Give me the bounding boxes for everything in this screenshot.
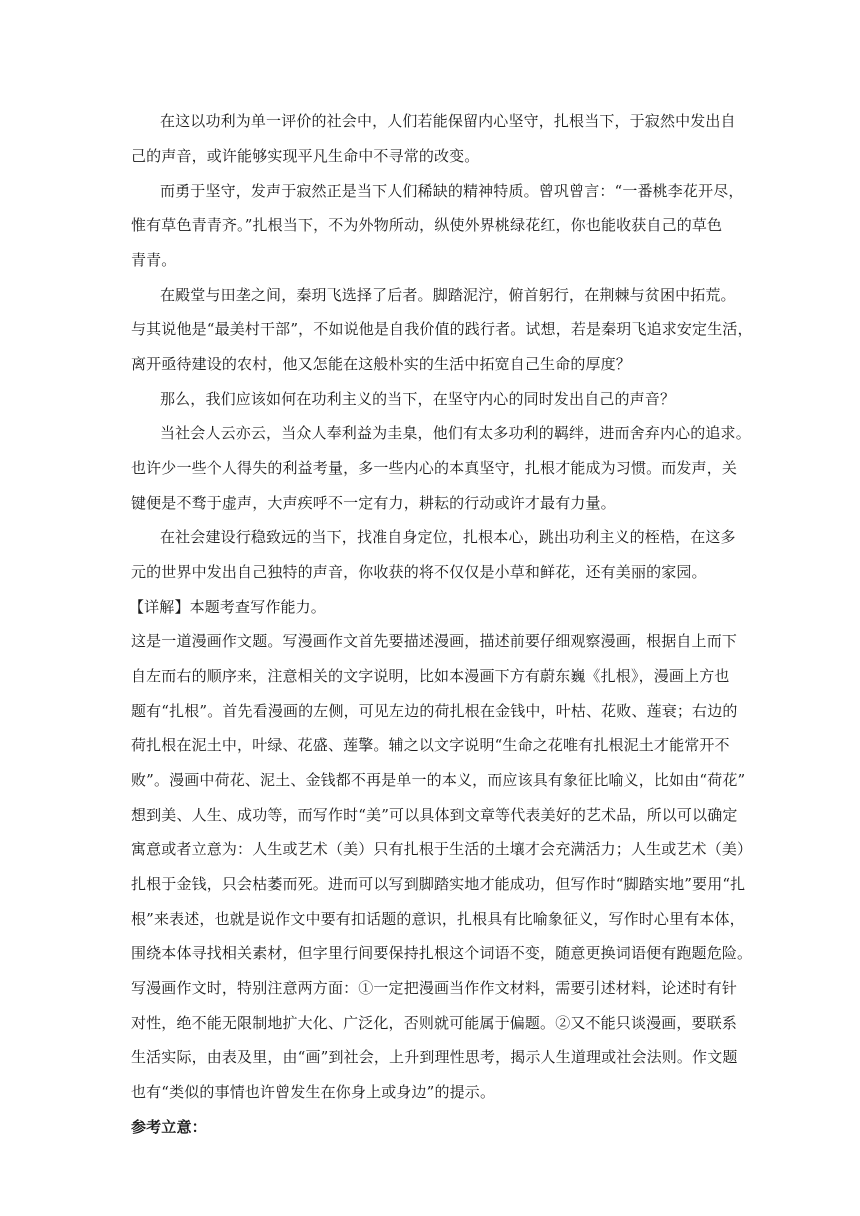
detail-line-5: 败”。漫画中荷花、泥土、金钱都不再是单一的本义，而应该具有象征比喻义，比如由“荷花” xyxy=(131,771,746,789)
essay-paragraph-3-line-1: 在殿堂与田垄之间，秦玥飞选择了后者。脚踏泥泞，俯首躬行，在荆棘与贫困中拓荒。 xyxy=(160,286,736,304)
essay-paragraph-1-line-2: 己的声音，或许能够实现平凡生命中不寻常的改变。 xyxy=(131,147,480,165)
detail-line-9: 根”来表述，也就是说作文中要有扣话题的意识，扎根具有比喻象征义，写作时心里有本体， xyxy=(131,910,745,928)
essay-paragraph-3-line-3: 离开亟待建设的农村，他又怎能在这般朴实的生活中拓宽自己生命的厚度？ xyxy=(131,355,631,373)
essay-paragraph-6-line-1: 在社会建设行稳致远的当下，找准自身定位，扎根本心，跳出功利主义的桎梏，在这多 xyxy=(160,528,736,546)
detail-line-6: 想到美、人生、成功等，而写作时“美”可以具体到文章等代表美好的艺术品，所以可以确定 xyxy=(131,806,738,824)
detail-line-4: 荷扎根在泥土中，叶绿、花盛、莲擎。辅之以文字说明“生命之花唯有扎根泥土才能常开不 xyxy=(131,736,730,754)
detail-line-11: 写漫画作文时，特别注意两方面：①一定把漫画当作作文材料，需要引述材料，论述时有针 xyxy=(131,979,738,997)
detail-line-2: 自左而右的顺序来，注意相关的文字说明，比如本漫画下方有蔚东巍《扎根》，漫画上方也 xyxy=(131,667,730,685)
detail-line-7: 寓意或者立意为：人生或艺术（美）只有扎根于生活的土壤才会充满活力；人生或艺术（美） xyxy=(131,840,753,858)
detail-line-12: 对性，绝不能无限制地扩大化、广泛化，否则就可能属于偏题。②又不能只谈漫画，要联系 xyxy=(131,1014,738,1032)
essay-paragraph-2-line-3: 青青。 xyxy=(131,251,177,269)
essay-paragraph-1-line-1: 在这以功利为单一评价的社会中，人们若能保留内心坚守，扎根当下，于寂然中发出自 xyxy=(160,112,736,130)
essay-paragraph-5-line-2: 也许少一些个人得失的利益考量，多一些内心的本真坚守，扎根才能成为习惯。而发声，关 xyxy=(131,459,738,477)
essay-paragraph-2-line-1: 而勇于坚守，发声于寂然正是当下人们稀缺的精神特质。曾巩曾言：“一番桃李花开尽， xyxy=(160,182,744,200)
reference-heading: 参考立意： xyxy=(131,1118,207,1136)
essay-paragraph-6-line-2: 元的世界中发出自己独特的声音，你收获的将不仅仅是小草和鲜花，还有美丽的家园。 xyxy=(131,563,707,581)
detail-line-10: 围绕本体寻找相关素材，但字里行间要保持扎根这个词语不变，随意更换词语便有跑题危险。 xyxy=(131,944,753,962)
essay-paragraph-4-line-1: 那么，我们应该如何在功利主义的当下，在坚守内心的同时发出自己的声音？ xyxy=(160,390,676,408)
essay-paragraph-5-line-1: 当社会人云亦云，当众人奉利益为圭臬，他们有太多功利的羁绊，进而舍弃内心的追求。 xyxy=(160,424,751,442)
essay-paragraph-5-line-3: 键便是不骛于虚声，大声疾呼不一定有力，耕耘的行动或许才最有力量。 xyxy=(131,494,616,512)
detail-line-13: 生活实际，由表及里，由“画”到社会，上升到理性思考，揭示人生道理或社会法则。作文题 xyxy=(131,1048,738,1066)
essay-paragraph-2-line-2: 惟有草色青青齐。”扎根当下，不为外物所动，纵使外界桃绿花红，你也能收获自己的草色 xyxy=(131,216,723,234)
detail-line-1: 这是一道漫画作文题。写漫画作文首先要描述漫画，描述前要仔细观察漫画，根据自上而下 xyxy=(131,632,738,650)
detail-line-14: 也有“类似的事情也许曾发生在你身上或身边”的提示。 xyxy=(131,1083,496,1101)
detail-line-3: 题有“扎根”。首先看漫画的左侧，可见左边的荷扎根在金钱中，叶枯、花败、莲衰；右边的 xyxy=(131,702,738,720)
detail-line-8: 扎根于金钱，只会枯萎而死。进而可以写到脚踏实地才能成功，但写作时“脚踏实地”要用“扎 xyxy=(131,875,746,893)
essay-paragraph-3-line-2: 与其说他是“最美村干部”，不如说他是自我价值的践行者。试想，若是秦玥飞追求安定生活， xyxy=(131,320,753,338)
detail-heading: 【详解】本题考查写作能力。 xyxy=(129,598,326,616)
